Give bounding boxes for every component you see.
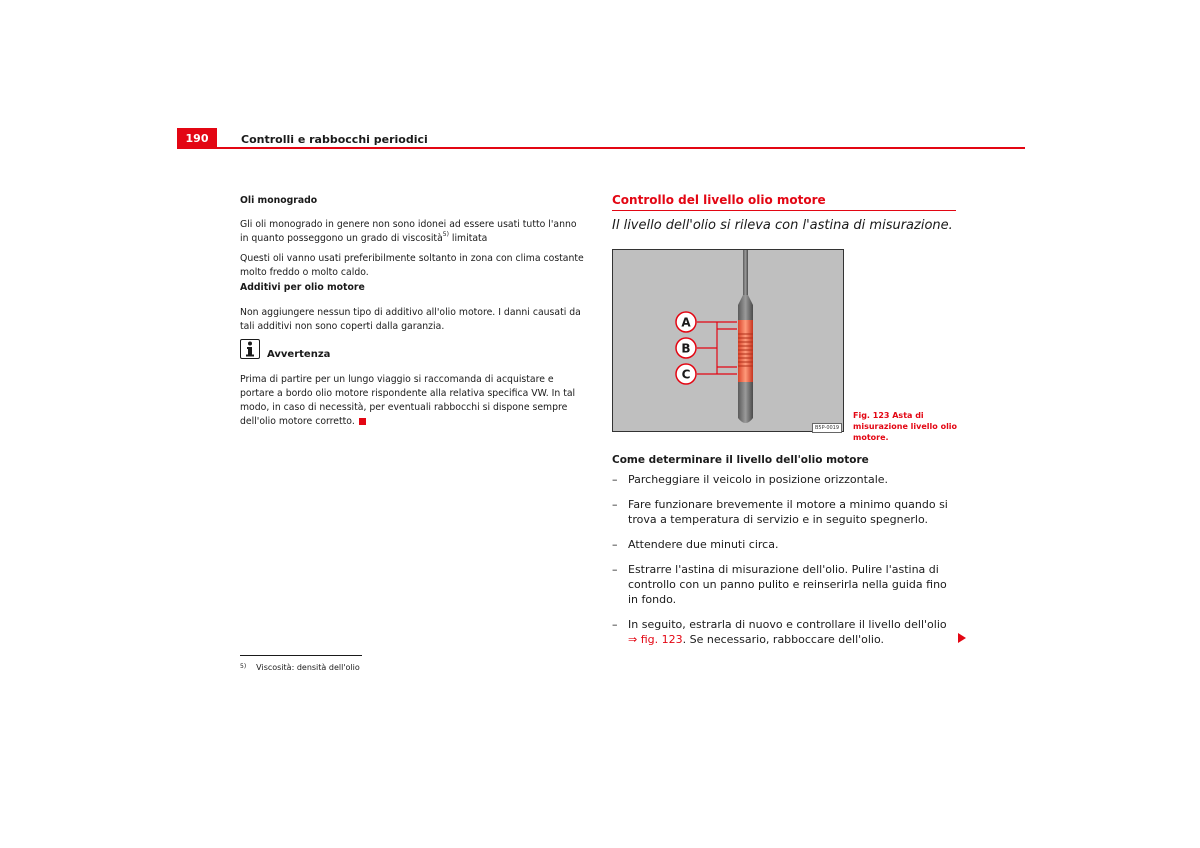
- additives-text: Non aggiungere nessun tipo di additivo all'olio motore. I danni causati da tali additivi non sono coperti dalla garanzia.: [240, 307, 581, 333]
- list-item: – In seguito, estrarla di nuovo e controllare il livello dell'olio ⇒ fig. 123. Se necessario, rabboccare dell'olio.: [612, 618, 947, 646]
- end-of-section-marker: [359, 418, 366, 425]
- footnote-rule: [240, 655, 362, 656]
- footnote-text: Viscosità: densità dell'olio: [256, 663, 360, 672]
- mono-heading: Oli monogrado: [240, 195, 318, 206]
- mono-text-2: Questi oli vanno usati preferibilmente soltanto in zona con clima costante molto freddo o molto caldo.: [240, 253, 584, 279]
- additives-heading: Additivi per olio motore: [240, 282, 365, 293]
- footnote-mark: 5): [240, 663, 247, 670]
- label-b: B: [681, 341, 691, 356]
- page-number: 190: [177, 128, 217, 148]
- label-c-marker: [676, 364, 696, 384]
- procedure-heading: Come determinare il livello dell'olio motore: [612, 454, 869, 466]
- figure-code: B5P-0019: [812, 423, 842, 433]
- list-item: – Attendere due minuti circa.: [612, 538, 779, 551]
- mono-text-1: Gli oli monogrado in genere non sono idonei ad essere usati tutto l'anno in quanto posseggono un grado di viscosità$^{5)}$ limitata: [240, 219, 577, 245]
- arrow-right-icon: [958, 633, 966, 643]
- note-text: Prima di partire per un lungo viaggio si raccomanda di acquistare e portare a bordo olio motore rispondente alla relativa specifica VW. In tal modo, in caso di necessità, per eventuali rabbocchi si dispone sempre dell'olio motore corretto.: [240, 374, 576, 428]
- header-rule: [177, 147, 1025, 149]
- info-icon: [240, 339, 260, 359]
- label-a: A: [681, 315, 691, 330]
- chapter-title: Controlli e rabbocchi periodici: [241, 133, 428, 146]
- note-title: Avvertenza: [267, 349, 331, 360]
- label-a-marker: [676, 312, 696, 332]
- section-title: Controllo del livello olio motore: [612, 193, 826, 207]
- label-b-marker: [676, 338, 696, 358]
- dipstick-illustration: [613, 250, 843, 431]
- list-item: – Fare funzionare brevemente il motore a minimo quando si trova a temperatura di servizio e in seguito spegnerlo.: [612, 498, 948, 526]
- dipstick-figure: [612, 249, 844, 432]
- section-intro: Il livello dell'olio si rileva con l'astina di misurazione.: [612, 218, 953, 233]
- section-rule: [612, 210, 956, 211]
- list-item: – Parcheggiare il veicolo in posizione orizzontale.: [612, 473, 889, 486]
- list-item: – Estrarre l'astina di misurazione dell'olio. Pulire l'astina di controllo con un panno pulito e reinserirla nella guida fino in fondo.: [612, 563, 947, 606]
- figure-caption: Fig. 123 Asta di misurazione livello olio motore.: [853, 411, 958, 442]
- label-c: C: [681, 367, 691, 382]
- footnote: [240, 663, 360, 672]
- figure-link[interactable]: ⇒ fig. 123: [628, 633, 683, 646]
